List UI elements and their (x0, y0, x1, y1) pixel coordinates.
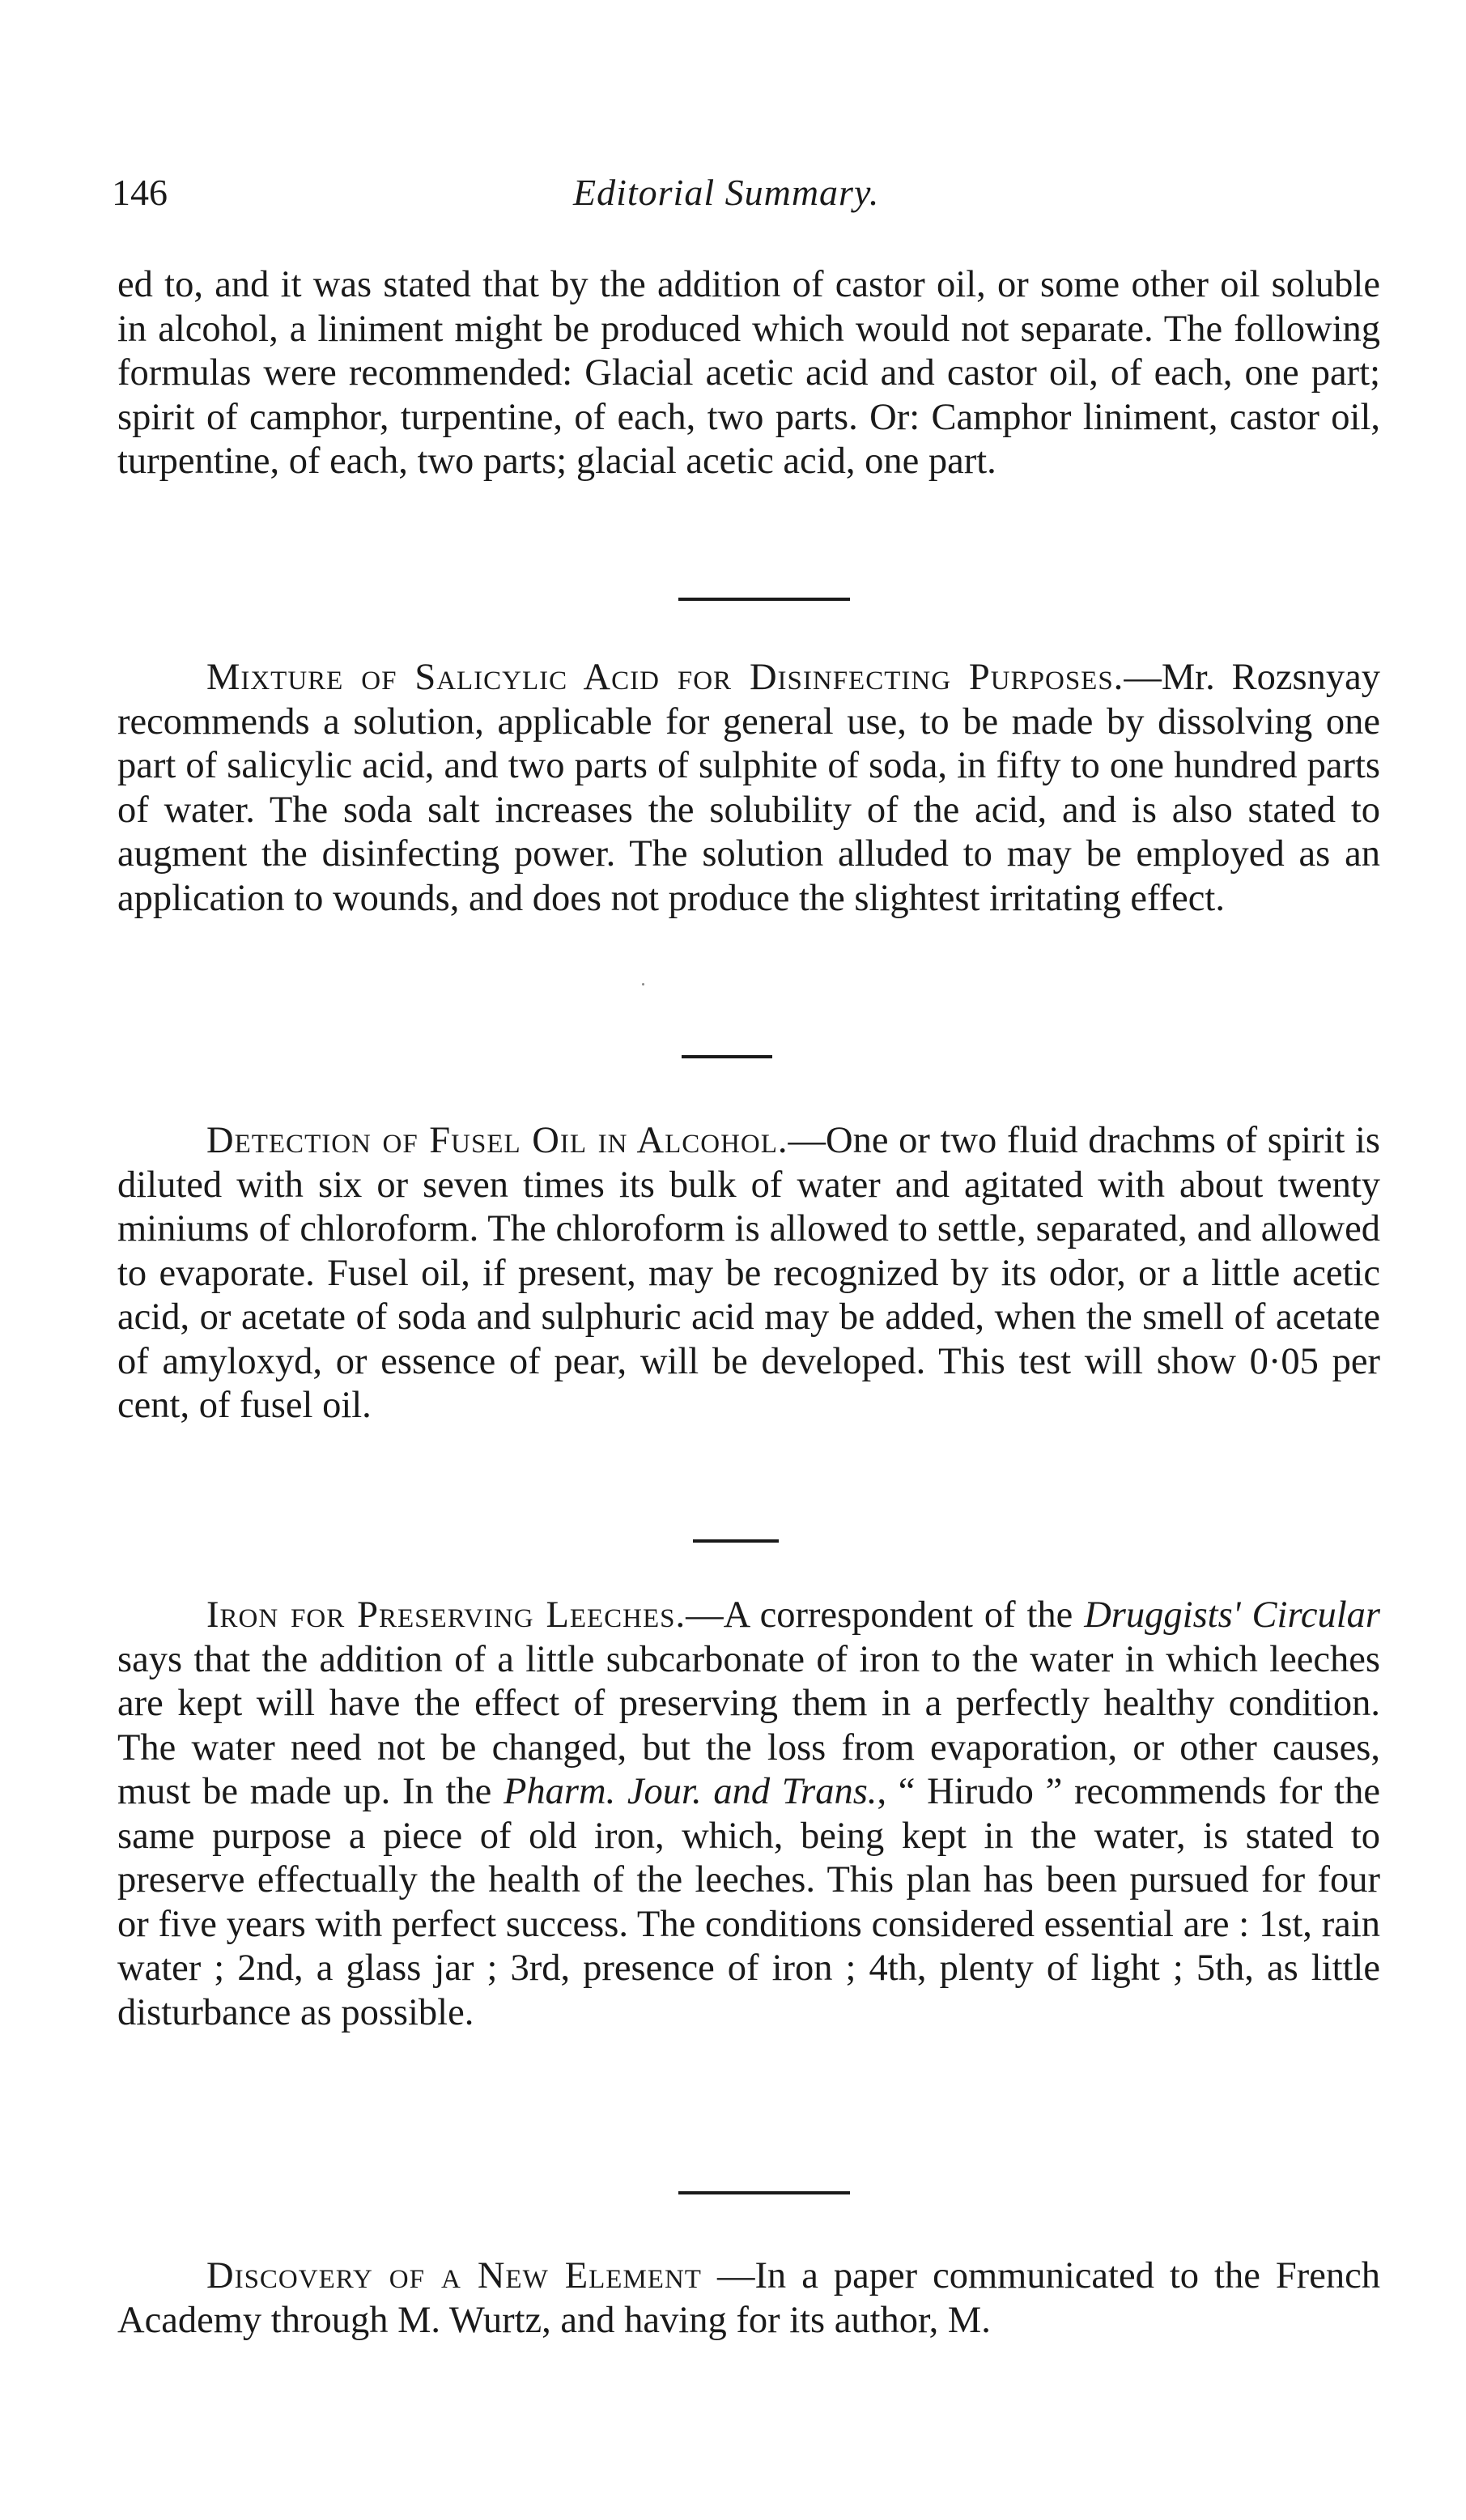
article-body-b: says that the addition of a little subcarbonate of iron to the water in which leeches are kept will have the effect of preserving them in a perfectly healthy condition. The water need not be changed, but the loss from evaporation, or other causes, must be made up. In the (117, 1638, 1380, 1812)
journal-name: Druggists' Circular (1084, 1594, 1380, 1636)
article-paragraph (117, 2254, 1380, 2343)
page-number: 146 (112, 172, 168, 213)
article-heading: Discovery of a New Element (206, 2255, 702, 2297)
article-body: —One or two fluid drachms of spirit is diluted with six or seven times its bulk of water and agitated with about twenty miniums of chloroform. The chloroform is allowed to settle, separated, and allowed to evaporate. Fusel oil, if present, may be recognized by its odor, or a little acetic acid, or acetate of soda and sulphuric acid may be added, when the smell of acetate of amyloxyd, or essence of pear, will be developed. This test will show 0·05 per cent, of fusel oil. (117, 1120, 1380, 1426)
article-preserving-leeches (117, 1594, 1380, 2128)
continued-paragraph (117, 263, 1380, 530)
article-salicylic-acid (117, 656, 1380, 1012)
section-divider (693, 1539, 779, 1543)
article-fusel-oil (117, 1119, 1380, 1475)
article-body: —In a paper communicated to the French Academy through M. Wurtz, and having for its author, M. (117, 2255, 1380, 2341)
article-heading: Detection of Fusel Oil in Alcohol. (206, 1120, 788, 1161)
article-paragraph (117, 1594, 1380, 2035)
section-divider (678, 598, 850, 601)
article-new-element (117, 2254, 1380, 2352)
running-title: Editorial Summary. (573, 172, 880, 213)
article-paragraph (117, 656, 1380, 921)
article-body-c: , “ Hirudo ” recommends for the same purpose a piece of old iron, which, being kept in the water, is stated to preserve effectually the health of the leeches. This plan has been pursued for four or five years with perfect success. The conditions considered essential are : 1st, rain water ; 2nd, a glass jar ; 3rd, presence of iron ; 4th, plenty of light ; 5th, as little disturbance as possible. (117, 1771, 1380, 2033)
article-heading: Iron for Preserving Leeches. (206, 1594, 686, 1636)
paragraph-text: ed to, and it was stated that by the addition of castor oil, or some other oil soluble in alcohol, a liniment might be produced which would not separate. The following formulas were recommended: Glacial acetic acid and castor oil, of each, one part; spirit of camphor, turpentine, of each, two parts. Or: Camphor liniment, castor oil, turpentine, of each, two parts; glacial acetic acid, one part. (117, 264, 1380, 482)
journal-name: Pharm. Jour. and Trans. (504, 1771, 877, 1812)
print-speck (642, 983, 644, 985)
article-body: —Mr. Rozsnyay recommends a solution, applicable for general use, to be made by dissolving one part of salicylic acid, and two parts of sulphite of soda, in fifty to one hundred parts of water. The soda salt increases the solubility of the acid, and is also stated to augment the disinfecting power. The solution alluded to may be employed as an application to wounds, and does not produce the slightest irritating effect. (117, 657, 1381, 919)
section-divider (678, 2191, 850, 2194)
article-body-a: —A correspondent of the (686, 1594, 1085, 1636)
article-paragraph (117, 1119, 1380, 1428)
section-divider (682, 1055, 772, 1058)
article-heading: Mixture of Salicylic Acid for Disinfecting Purposes. (206, 657, 1124, 698)
page-header (112, 170, 1350, 227)
